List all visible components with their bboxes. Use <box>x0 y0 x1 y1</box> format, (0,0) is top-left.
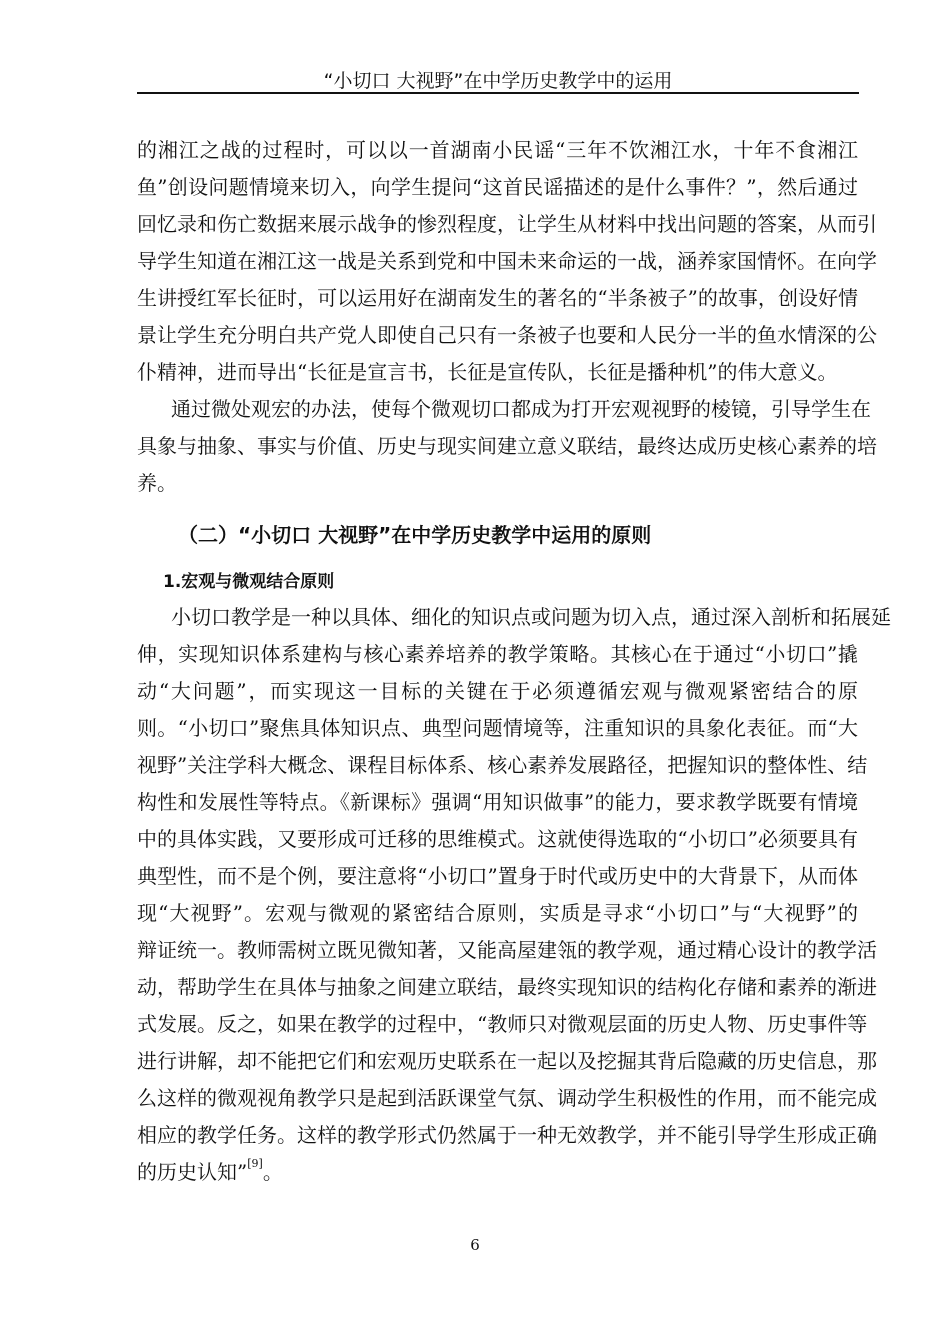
text-line: 式发展。反之，如果在教学的过程中，“教师只对微观层面的历史人物、历史事件等 <box>137 1012 868 1036</box>
text: 。 <box>262 1160 283 1184</box>
text-line: 回忆录和伤亡数据来展示战争的惨烈程度，让学生从材料中找出问题的答案，从而引 <box>137 212 877 236</box>
text-line: 仆精神，进而导出“长征是宣言书，长征是宣传队，长征是播种机”的伟大意义。 <box>137 360 838 384</box>
text-line: 具象与抽象、事实与价值、历史与现实间建立意义联结，最终达成历史核心素养的培 <box>137 434 877 458</box>
header-rule <box>137 92 859 94</box>
citation-link[interactable]: [9] <box>247 1157 263 1170</box>
paragraph-3 <box>137 599 891 1191</box>
page-number: 6 <box>470 1236 480 1254</box>
text-line: 的湘江之战的过程时，可以以一首湖南小民谣“三年不饮湘江水，十年不食湘江 <box>137 138 858 162</box>
text-line: 小切口教学是一种以具体、细化的知识点或问题为切入点，通过深入剖析和拓展延 <box>171 605 891 629</box>
text-line: 视野”关注学科大概念、课程目标体系、核心素养发展路径，把握知识的整体性、结 <box>137 753 868 777</box>
paragraph-2 <box>137 391 877 502</box>
text-line: 相应的教学任务。这样的教学形式仍然属于一种无效教学，并不能引导学生形成正确 <box>137 1123 877 1147</box>
text-line: 么这样的微观视角教学只是起到活跃课堂气氛、调动学生积极性的作用，而不能完成 <box>137 1086 877 1110</box>
paragraph-1 <box>137 132 877 391</box>
text-line: 导学生知道在湘江这一战是关系到党和中国未来命运的一战，涵养家国情怀。在向学 <box>137 249 877 273</box>
subsection-heading: 1.宏观与微观结合原则 <box>163 572 335 592</box>
text-line: 辩证统一。教师需树立既见微知著，又能高屋建瓴的教学观，通过精心设计的教学活 <box>137 938 877 962</box>
text-line: 景让学生充分明白共产党人即使自己只有一条被子也要和人民分一半的鱼水情深的公 <box>137 323 877 347</box>
text-line: 则。“小切口”聚焦具体知识点、典型问题情境等，注重知识的具象化表征。而“大 <box>137 716 858 740</box>
text-line: 中的具体实践，又要形成可迁移的思维模式。这就使得选取的“小切口”必须要具有 <box>137 827 858 851</box>
text-line: 动“大问题”，而实现这一目标的关键在于必须遵循宏观与微观紧密结合的原 <box>137 679 858 703</box>
text-line: 养。 <box>137 471 177 495</box>
text-line: 动，帮助学生在具体与抽象之间建立联结，最终实现知识的结构化存储和素养的渐进 <box>137 975 877 999</box>
text-line: 构性和发展性等特点。《新课标》强调“用知识做事”的能力，要求教学既要有情境 <box>137 790 858 814</box>
running-header: “小切口 大视野”在中学历史教学中的运用 <box>323 70 673 92</box>
text-line: 进行讲解，却不能把它们和宏观历史联系在一起以及挖掘其背后隐藏的历史信息，那 <box>137 1049 877 1073</box>
text-line: 现“大视野”。宏观与微观的紧密结合原则，实质是寻求“小切口”与“大视野”的 <box>137 901 858 925</box>
text: 的历史认知” <box>137 1160 248 1184</box>
text-line: 鱼”创设问题情境来切入，向学生提问“这首民谣描述的是什么事件？”，然后通过 <box>137 175 858 199</box>
text-line: 通过微处观宏的办法，使每个微观切口都成为打开宏观视野的棱镜，引导学生在 <box>171 397 871 421</box>
text-line <box>137 1154 858 1191</box>
section-heading: （二）“小切口 大视野”在中学历史教学中运用的原则 <box>178 523 652 547</box>
text-line: 伸，实现知识体系建构与核心素养培养的教学策略。其核心在于通过“小切口”撬 <box>137 642 858 666</box>
text-line: 生讲授红军长征时，可以运用好在湖南发生的著名的“半条被子”的故事，创设好情 <box>137 286 858 310</box>
text-line: 典型性，而不是个例，要注意将“小切口”置身于时代或历史中的大背景下，从而体 <box>137 864 858 888</box>
